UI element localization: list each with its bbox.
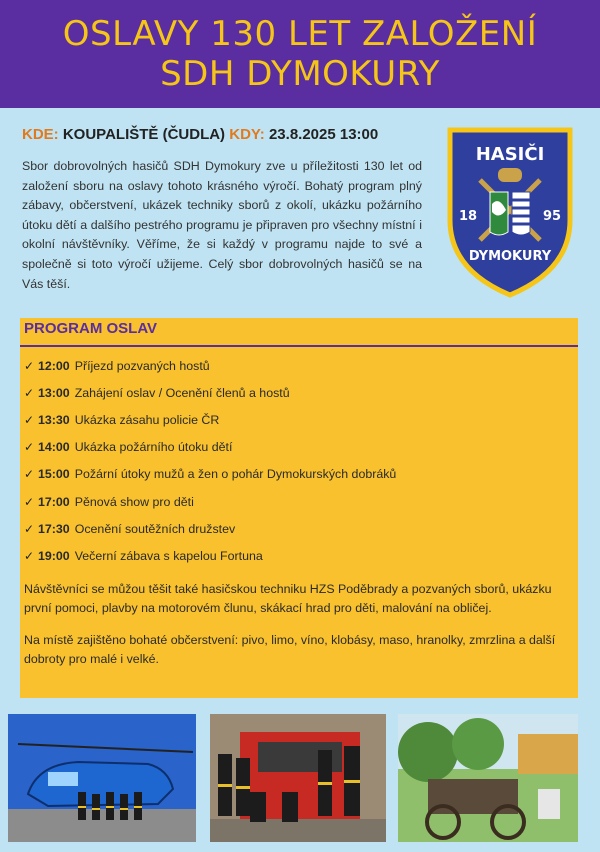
- program-item-time: 12:00: [38, 358, 70, 373]
- when-value: 23.8.2025 13:00: [268, 126, 379, 143]
- photo-vintage-pump: [398, 714, 578, 842]
- program-item: [24, 488, 574, 515]
- program-item-time: 17:00: [38, 494, 70, 509]
- program-item-time: 14:00: [38, 440, 70, 455]
- program-item-text: Ukázka zásahu policie ČR: [74, 412, 220, 427]
- program-item-time: 13:30: [38, 412, 70, 427]
- checkmark-icon: ✓: [24, 548, 35, 563]
- where-label: KDE:: [22, 126, 59, 143]
- intro-paragraph: Sbor dobrovolných hasičů SDH Dymokury zve u příležitosti 130 let od založení sboru na oslavy tohoto krásného výročí. Bohatý program plný zábavy, občerstvení, ukázek techniky sborů z okolí, ukázku požárního útoku dětí a dalšího pestrého programu je připraven pro všechny místní i okolní návštěvníky. Věříme, že si každý v programu najde to své a společně si toto výročí užijeme. Celý sbor dobrovolných hasičů se na Vás těší.: [22, 159, 422, 291]
- location-line: [22, 126, 378, 143]
- program-item: [24, 461, 574, 488]
- checkmark-icon: ✓: [24, 412, 35, 427]
- firefighters-badge-logo: [440, 120, 580, 300]
- program-item-text: Pěnová show pro děti: [74, 494, 194, 509]
- program-divider: [20, 345, 578, 347]
- program-item-time: 13:00: [38, 385, 70, 400]
- program-title: PROGRAM OSLAV: [24, 320, 158, 337]
- program-item-time: 15:00: [38, 467, 70, 482]
- program-item-time: 19:00: [38, 548, 70, 563]
- program-item: [24, 352, 574, 379]
- program-box: [20, 318, 578, 698]
- badge-bottom-text: DYMOKURY: [468, 249, 552, 264]
- photo-helicopter: [8, 714, 196, 842]
- page-title-line1: OSLAVY 130 LET ZALOŽENÍ: [62, 14, 538, 54]
- checkmark-icon: ✓: [24, 494, 35, 509]
- photo-fire-crew: [210, 714, 386, 842]
- program-item: [24, 542, 574, 569]
- program-item-text: Večerní zábava s kapelou Fortuna: [74, 548, 263, 563]
- program-item: [24, 406, 574, 433]
- program-note-refreshments: Na místě zajištěno bohaté občerstvení: pivo, limo, víno, klobásy, maso, hranolky, zmrzlina a další dobroty pro malé i velké.: [24, 633, 556, 666]
- program-item-text: Příjezd pozvaných hostů: [74, 358, 210, 373]
- badge-year-left: 18: [458, 209, 478, 224]
- page-title-line2: SDH DYMOKURY: [160, 54, 440, 94]
- program-item: [24, 379, 574, 406]
- where-value: KOUPALIŠTĚ (ČUDLA): [62, 126, 226, 143]
- program-item-text: Ocenění soutěžních družstev: [74, 521, 236, 536]
- program-item-text: Požární útoky mužů a žen o pohár Dymokurských dobráků: [74, 467, 397, 482]
- header-banner: [0, 0, 600, 108]
- checkmark-icon: ✓: [24, 358, 35, 373]
- program-note-visitors: Návštěvníci se můžou těšit také hasičskou techniku HZS Poděbrady a pozvaných sborů, ukázku první pomoci, plavby na motorovém člunu, skákací hrad pro děti, malování na obličej.: [24, 582, 552, 615]
- program-item-text: Ukázka požárního útoku dětí: [74, 440, 233, 455]
- badge-top-text: HASIČI: [475, 144, 545, 165]
- program-item-time: 17:30: [38, 521, 70, 536]
- when-label: KDY:: [229, 126, 265, 143]
- checkmark-icon: ✓: [24, 385, 35, 400]
- badge-year-right: 95: [542, 209, 562, 224]
- program-item: [24, 434, 574, 461]
- program-item-text: Zahájení oslav / Ocenění členů a hostů: [74, 385, 290, 400]
- program-list: [24, 352, 574, 570]
- program-item: [24, 515, 574, 542]
- checkmark-icon: ✓: [24, 440, 35, 455]
- checkmark-icon: ✓: [24, 467, 35, 482]
- checkmark-icon: ✓: [24, 521, 35, 536]
